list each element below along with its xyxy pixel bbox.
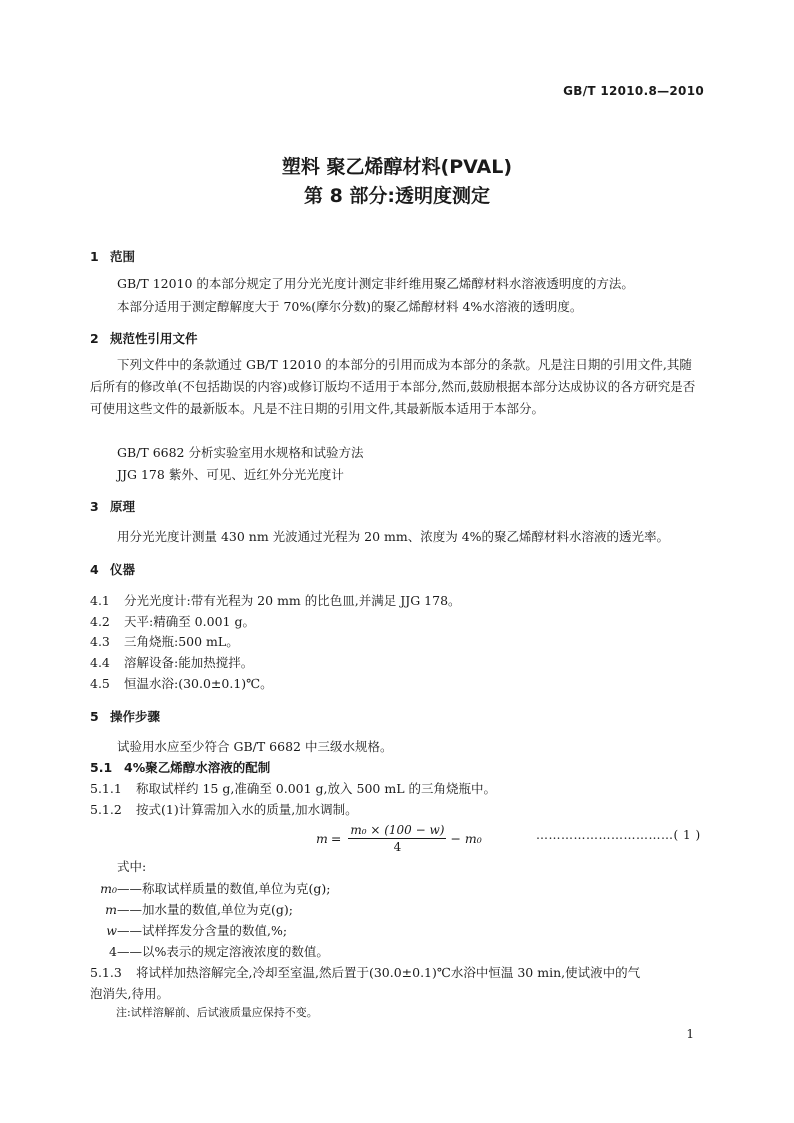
- subsection-number: 5.1: [90, 760, 113, 775]
- clause-text: 将试样加热溶解完全,冷却至室温,然后置于(30.0±0.1)℃水浴中恒温 30 min,使试液中的气: [136, 965, 641, 980]
- item-text: 恒温水浴:(30.0±0.1)℃。: [124, 676, 273, 691]
- section-3-heading: [90, 497, 135, 515]
- clause-number: 5.1.3: [90, 965, 122, 980]
- instrument-item: [90, 653, 253, 671]
- instrument-item: [90, 674, 273, 692]
- section-title: 规范性引用文件: [110, 331, 198, 346]
- variable-symbol: m₀: [100, 881, 117, 896]
- section-3-paragraph: 用分光光度计测量 430 nm 光波通过光程为 20 mm、浓度为 4%的聚乙烯醇材料水溶液的透光率。: [117, 529, 670, 544]
- item-text: 分光光度计:带有光程为 20 mm 的比色皿,并满足 JJG 178。: [124, 593, 461, 608]
- formula-lhs: m: [316, 830, 328, 846]
- section-number: 3: [90, 499, 99, 514]
- section-number: 5: [90, 709, 99, 724]
- section-5-heading: [90, 707, 160, 725]
- normative-reference: GB/T 6682 分析实验室用水规格和试验方法: [117, 445, 364, 460]
- section-2-heading: [90, 329, 198, 347]
- variable-definition: [95, 921, 287, 939]
- section-1-paragraph-1: GB/T 12010 的本部分规定了用分光光度计测定非纤维用聚乙烯醇材料水溶液透明度的方法。: [117, 276, 634, 291]
- clause-text: 按式(1)计算需加入水的质量,加水调制。: [136, 802, 358, 817]
- section-title: 原理: [110, 499, 136, 514]
- clause-5-1-1: [90, 779, 496, 797]
- variable-definition: [95, 900, 293, 918]
- document-subtitle: 第 8 部分:透明度测定: [303, 185, 491, 207]
- item-text: 溶解设备:能加热搅拌。: [124, 655, 254, 670]
- formula-subtract-term: − m₀: [450, 830, 482, 846]
- section-title: 操作步骤: [110, 709, 161, 724]
- clause-number: 5.1.2: [90, 802, 122, 817]
- section-number: 2: [90, 331, 99, 346]
- section-title: 范围: [110, 249, 136, 264]
- variable-symbol: m: [105, 902, 117, 917]
- variable-description: ——以%表示的规定溶液浓度的数值。: [117, 944, 329, 959]
- instrument-item: [90, 632, 239, 650]
- clause-5-1-3-continued: 泡消失,待用。: [90, 986, 169, 1001]
- clause-number: 5.1.1: [90, 781, 122, 796]
- section-1-heading: [90, 247, 135, 265]
- formula-denominator: 4: [393, 839, 402, 854]
- item-number: 4.2: [90, 614, 110, 629]
- variable-symbol: 4: [109, 944, 117, 959]
- variable-description: ——试样挥发分含量的数值,%;: [117, 923, 288, 938]
- clause-5-1-3: [90, 963, 640, 981]
- document-title: 塑料 聚乙烯醇材料(PVAL): [281, 156, 513, 178]
- section-1-paragraph-2: 本部分适用于测定醇解度大于 70%(摩尔分数)的聚乙烯醇材料 4%水溶液的透明度。: [117, 299, 583, 314]
- section-number: 4: [90, 562, 99, 577]
- item-number: 4.1: [90, 593, 110, 608]
- variable-description: ——加水量的数值,单位为克(g);: [117, 902, 293, 917]
- item-text: 天平:精确至 0.001 g。: [124, 614, 255, 629]
- item-number: 4.5: [90, 676, 110, 691]
- variable-definition: [95, 879, 330, 897]
- section-5-paragraph: 试验用水应至少符合 GB/T 6682 中三级水规格。: [117, 739, 393, 754]
- equation-number: ……………………………( 1 ): [536, 828, 701, 842]
- clause-text: 称取试样约 15 g,准确至 0.001 g,放入 500 mL 的三角烧瓶中。: [136, 781, 496, 796]
- item-number: 4.3: [90, 634, 110, 649]
- section-2-paragraph: 下列文件中的条款通过 GB/T 12010 的本部分的引用而成为本部分的条款。凡是注日期的引用文件,其随后所有的修改单(不包括勘误的内容)或修订版均不适用于本部分,然而,鼓励根据本部分达成协议的各方研究是否可使用这些文件的最新版本。凡是不注日期的引用文件,其最新版本适用于本部分。: [90, 357, 696, 416]
- normative-reference: JJG 178 紫外、可见、近红外分光光度计: [117, 467, 344, 482]
- formula-numerator: m₀ × (100 − w): [350, 822, 445, 837]
- section-number: 1: [90, 249, 99, 264]
- instrument-item: [90, 591, 461, 609]
- item-text: 三角烧瓶:500 mL。: [124, 634, 239, 649]
- variable-description: ——称取试样质量的数值,单位为克(g);: [117, 881, 331, 896]
- variable-symbol: w: [106, 923, 117, 938]
- note: 注:试样溶解前、后试液质量应保持不变。: [116, 1006, 318, 1019]
- standard-code: GB/T 12010.8—2010: [563, 84, 704, 98]
- page-number: 1: [686, 1027, 694, 1041]
- formula-1: [316, 820, 482, 856]
- subsection-5-1-heading: [90, 758, 270, 776]
- subsection-title: 4%聚乙烯醇水溶液的配制: [124, 760, 271, 775]
- section-4-heading: [90, 560, 135, 578]
- clause-5-1-2: [90, 800, 358, 818]
- where-label: 式中:: [117, 859, 147, 874]
- item-number: 4.4: [90, 655, 110, 670]
- formula-fraction: [348, 823, 446, 854]
- formula-equals: =: [330, 830, 342, 846]
- section-title: 仪器: [110, 562, 136, 577]
- variable-definition: [95, 942, 329, 960]
- instrument-item: [90, 612, 255, 630]
